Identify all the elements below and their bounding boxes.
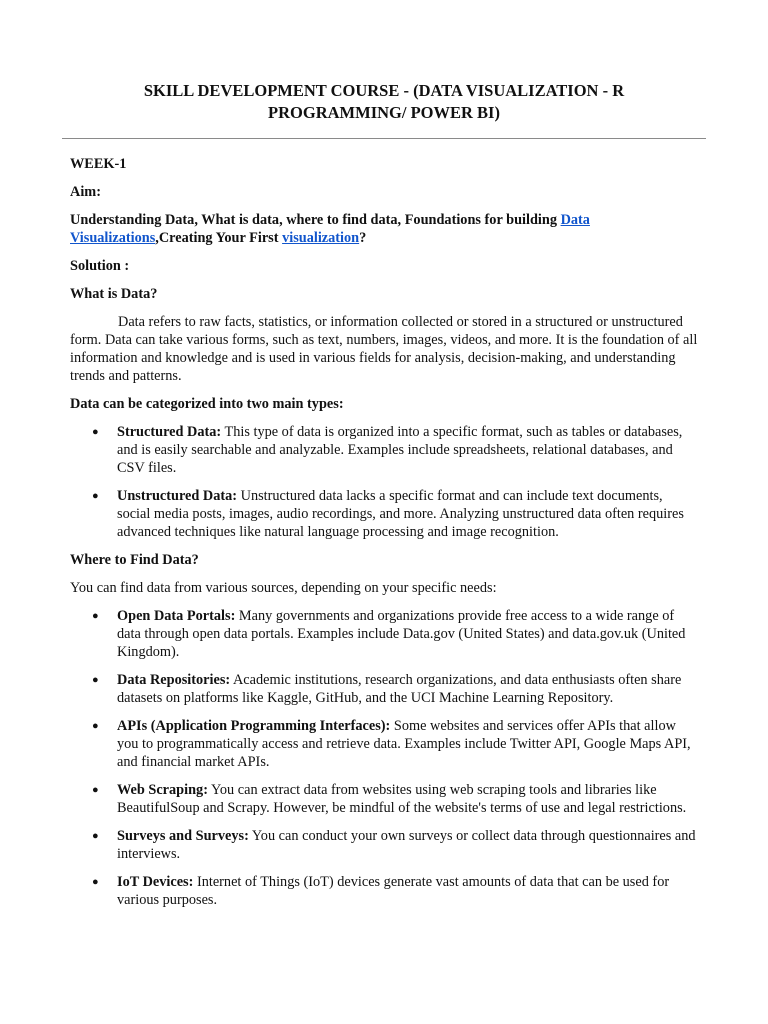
- where-to-find-intro: You can find data from various sources, depending on your specific needs:: [70, 580, 497, 596]
- list-item-term: Web Scraping:: [117, 782, 208, 798]
- where-to-find-heading: Where to Find Data?: [70, 552, 199, 568]
- bullet-icon: ●: [92, 784, 99, 796]
- bullet-icon: ●: [92, 876, 99, 888]
- week-heading: WEEK-1: [70, 156, 127, 172]
- list-item-term: APIs (Application Programming Interfaces):: [117, 718, 391, 734]
- bullet-icon: ●: [92, 610, 99, 622]
- bullet-icon: ●: [92, 490, 99, 502]
- list-item-text: You can conduct your own surveys or collect data through questionnaires and interviews.: [117, 828, 696, 862]
- list-item-text: Some websites and services offer APIs that allow you to programmatically access and retrieve data. Examples include Twitter API, Google Maps API, and financial market APIs.: [117, 718, 691, 770]
- list-item-term: Unstructured Data:: [117, 488, 238, 504]
- list-item: [70, 827, 698, 863]
- aim-text-2: ,Creating Your First: [155, 230, 283, 246]
- document-title: SKILL DEVELOPMENT COURSE - (DATA VISUALIZATION - R PROGRAMMING/ POWER BI): [143, 81, 625, 122]
- visualization-link[interactable]: visualization: [282, 230, 360, 246]
- list-item-text: You can extract data from websites using web scraping tools and libraries like BeautifulSoup and Scrapy. However, be mindful of the website's terms of use and legal restrictions.: [117, 782, 687, 816]
- what-is-data-heading: What is Data?: [70, 286, 158, 302]
- list-item-text: Many governments and organizations provide free access to a wide range of data through open data portals. Examples include Data.gov (United States) and data.gov.uk (United Kingdom).: [117, 608, 686, 660]
- aim-text-1: Understanding Data, What is data, where to find data, Foundations for building: [70, 212, 561, 228]
- document-body: [70, 155, 698, 909]
- list-item: [70, 487, 698, 541]
- list-item-text: Academic institutions, research organizations, and data enthusiasts often share datasets on platforms like Kaggle, GitHub, and the UCI Machine Learning Repository.: [117, 672, 682, 706]
- list-item-text: Unstructured data lacks a specific format and can include text documents, social media posts, images, audio recordings, and more. Analyzing unstructured data often requires advanced techniques like natural language processing and image recognition.: [117, 488, 684, 540]
- bullet-icon: ●: [92, 830, 99, 842]
- aim-label: Aim:: [70, 184, 101, 200]
- list-item: [70, 671, 698, 707]
- list-item-text: Internet of Things (IoT) devices generate vast amounts of data that can be used for various purposes.: [117, 874, 670, 908]
- aim-text-3: ?: [359, 230, 367, 246]
- list-item-term: Surveys and Surveys:: [117, 828, 249, 844]
- list-item: [70, 423, 698, 477]
- bullet-icon: ●: [92, 674, 99, 686]
- list-item: [70, 781, 698, 817]
- title-divider: [62, 138, 706, 139]
- what-is-data-paragraph: Data refers to raw facts, statistics, or information collected or stored in a structured or unstructured form. Data can take various forms, such as text, numbers, images, videos, and more. It is the foundation of all information and knowledge and is used in various fields for analysis, decision-making, and understanding trends and patterns.: [70, 314, 698, 384]
- list-item: [70, 873, 698, 909]
- list-item: [70, 607, 698, 661]
- list-item-term: Data Repositories:: [117, 672, 231, 688]
- bullet-icon: ●: [92, 426, 99, 438]
- data-sources-list: [70, 607, 698, 909]
- data-types-heading: Data can be categorized into two main types:: [70, 396, 344, 412]
- bullet-icon: ●: [92, 720, 99, 732]
- aim-statement: [70, 211, 698, 247]
- list-item-term: Structured Data:: [117, 424, 222, 440]
- list-item-text: This type of data is organized into a specific format, such as tables or databases, and is easily searchable and analyzable. Examples include spreadsheets, relational databases, and CSV files.: [117, 424, 683, 476]
- list-item: [70, 717, 698, 771]
- list-item-term: IoT Devices:: [117, 874, 194, 890]
- data-visualizations-link[interactable]: Data Visualizations: [70, 212, 590, 246]
- solution-label: Solution :: [70, 258, 130, 274]
- list-item-term: Open Data Portals:: [117, 608, 236, 624]
- data-types-list: [70, 423, 698, 541]
